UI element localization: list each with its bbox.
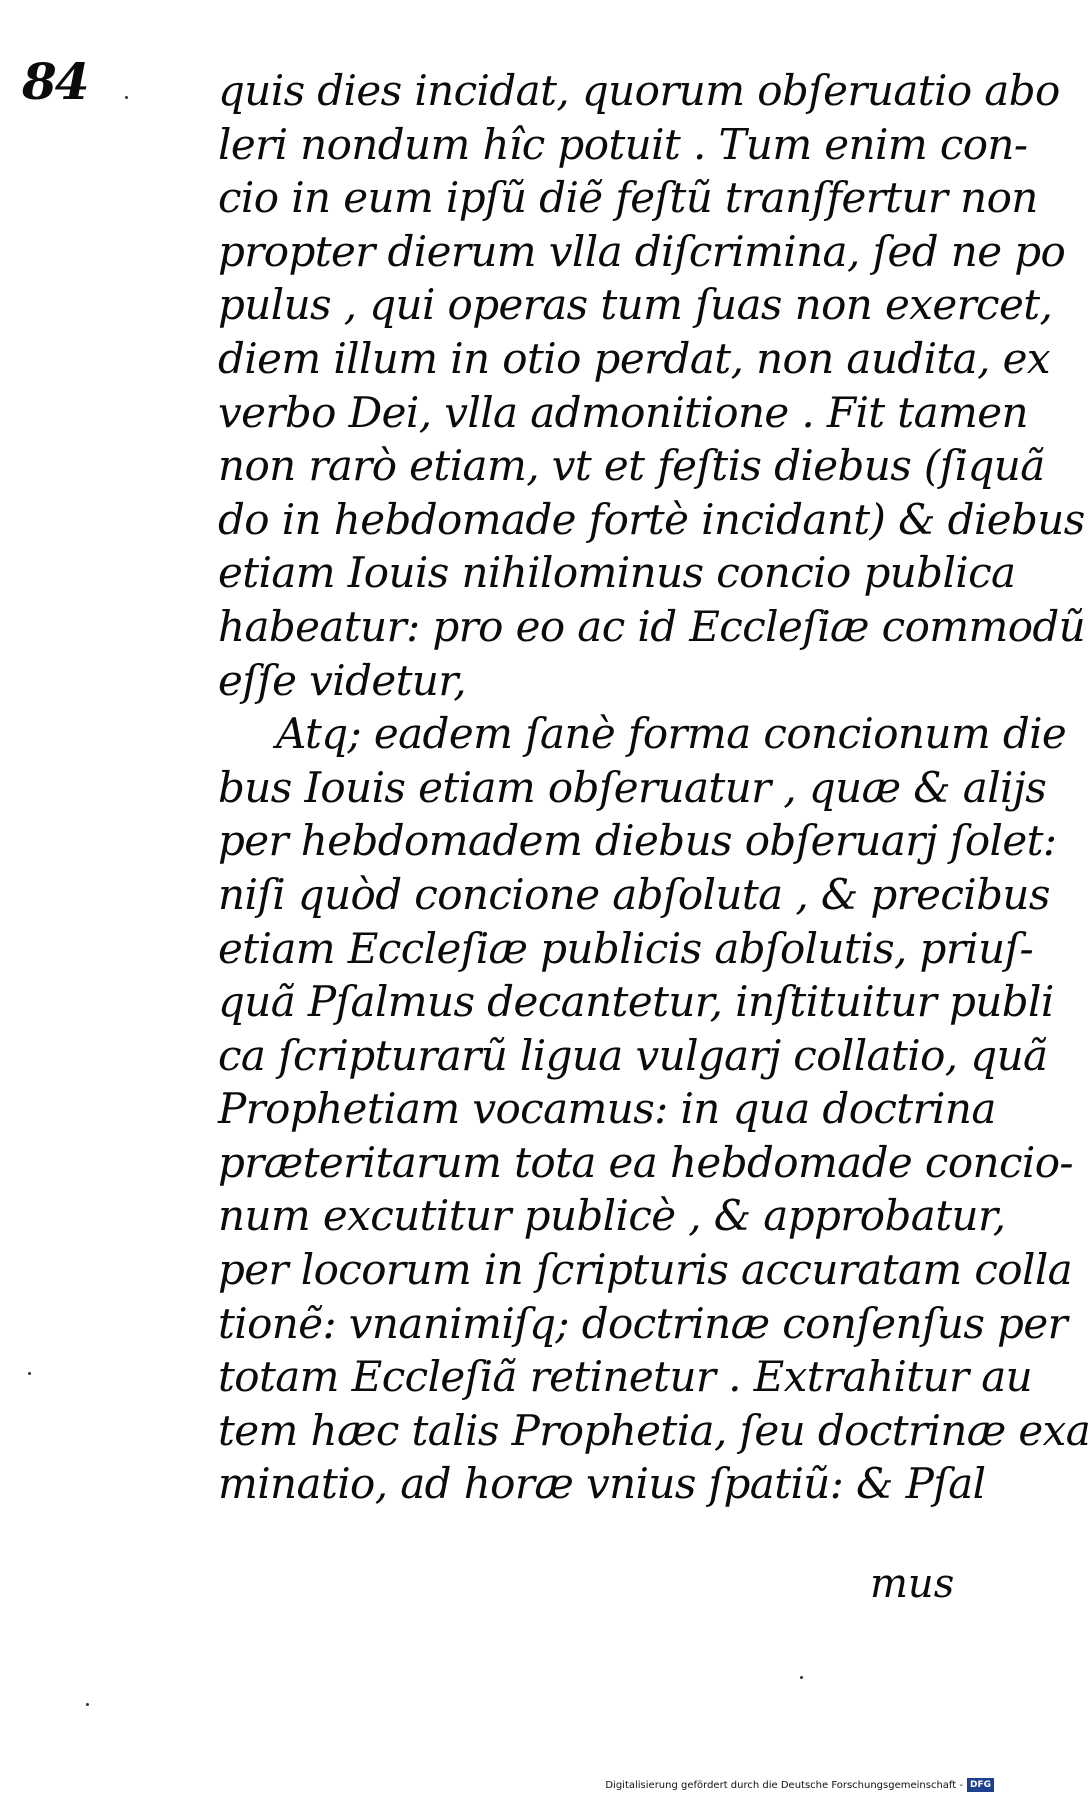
text-line: eſſe videtur,	[218, 655, 466, 705]
text-line: minatio, ad horæ vnius ſpatiũ: & Pſal	[218, 1459, 986, 1509]
ink-speck	[800, 1676, 803, 1679]
ink-speck	[28, 1372, 31, 1375]
text-line: etiam Iouis nihilominus concio publica	[218, 548, 1016, 598]
text-line: niſi quòd concione abſoluta , & precibus	[218, 869, 1050, 919]
text-line: propter dierum vlla diſcrimina, ſed ne po	[218, 226, 1066, 276]
text-line: verbo Dei, vlla admonitione . Fit tamen	[218, 387, 1028, 437]
text-line: diem illum in otio perdat, non audita, ex	[218, 333, 1050, 383]
text-line: quã Pſalmus decantetur, inſtituitur publi	[218, 977, 1054, 1027]
body-text	[218, 64, 1090, 1511]
ink-speck	[86, 1703, 89, 1706]
text-line: habeatur: pro eo ac id Eccleſiæ commodũ	[218, 601, 1086, 651]
dfg-logo: DFG	[967, 1778, 994, 1792]
footer-credit: Digitalisierung gefördert durch die Deutsche Forschungsgemeinschaft -	[605, 1779, 963, 1791]
digitization-footer	[605, 1776, 994, 1794]
text-line: bus Iouis etiam obſeruatur , quæ & alijs	[218, 762, 1047, 812]
text-line: cio in eum ipſũ diẽ feſtũ tranſfertur non	[218, 173, 1038, 223]
text-line: præteritarum tota ea hebdomade concio-	[218, 1137, 1073, 1187]
text-line: tem hæc talis Prophetia, ſeu doctrinæ exa	[218, 1405, 1090, 1455]
text-line: per locorum in ſcripturis accuratam colla	[218, 1245, 1073, 1295]
text-line: non rarò etiam, vt et feſtis diebus (ſiquã	[218, 441, 1045, 491]
ink-speck	[125, 96, 128, 99]
text-line: pulus , qui operas tum ſuas non exercet,	[218, 280, 1053, 330]
text-line: quis dies incidat, quorum obſeruatio abo	[218, 66, 1060, 115]
page-number: 84	[22, 52, 88, 111]
text-line: num excutitur publicè , & approbatur,	[218, 1191, 1006, 1241]
text-line: per hebdomadem diebus obſeruarj ſolet:	[218, 816, 1057, 866]
text-line: etiam Eccleſiæ publicis abſolutis, priuſ-	[218, 923, 1034, 973]
text-line: do in hebdomade fortè incidant) & diebus	[218, 494, 1085, 544]
text-line: Prophetiam vocamus: in qua doctrina	[218, 1084, 996, 1134]
text-line: totam Eccleſiã retinetur . Extrahitur au	[218, 1352, 1033, 1402]
catchword: mus	[870, 1561, 955, 1607]
text-line: tionẽ: vnanimiſq; doctrinæ conſenſus per	[218, 1298, 1068, 1348]
text-line: leri nondum hîc potuit . Tum enim con-	[218, 119, 1028, 169]
text-line: ca ſcripturarũ ligua vulgarj collatio, quã	[218, 1030, 1048, 1080]
paragraph-start-line: Atq; eadem ſanè forma concionum die	[276, 709, 1067, 759]
